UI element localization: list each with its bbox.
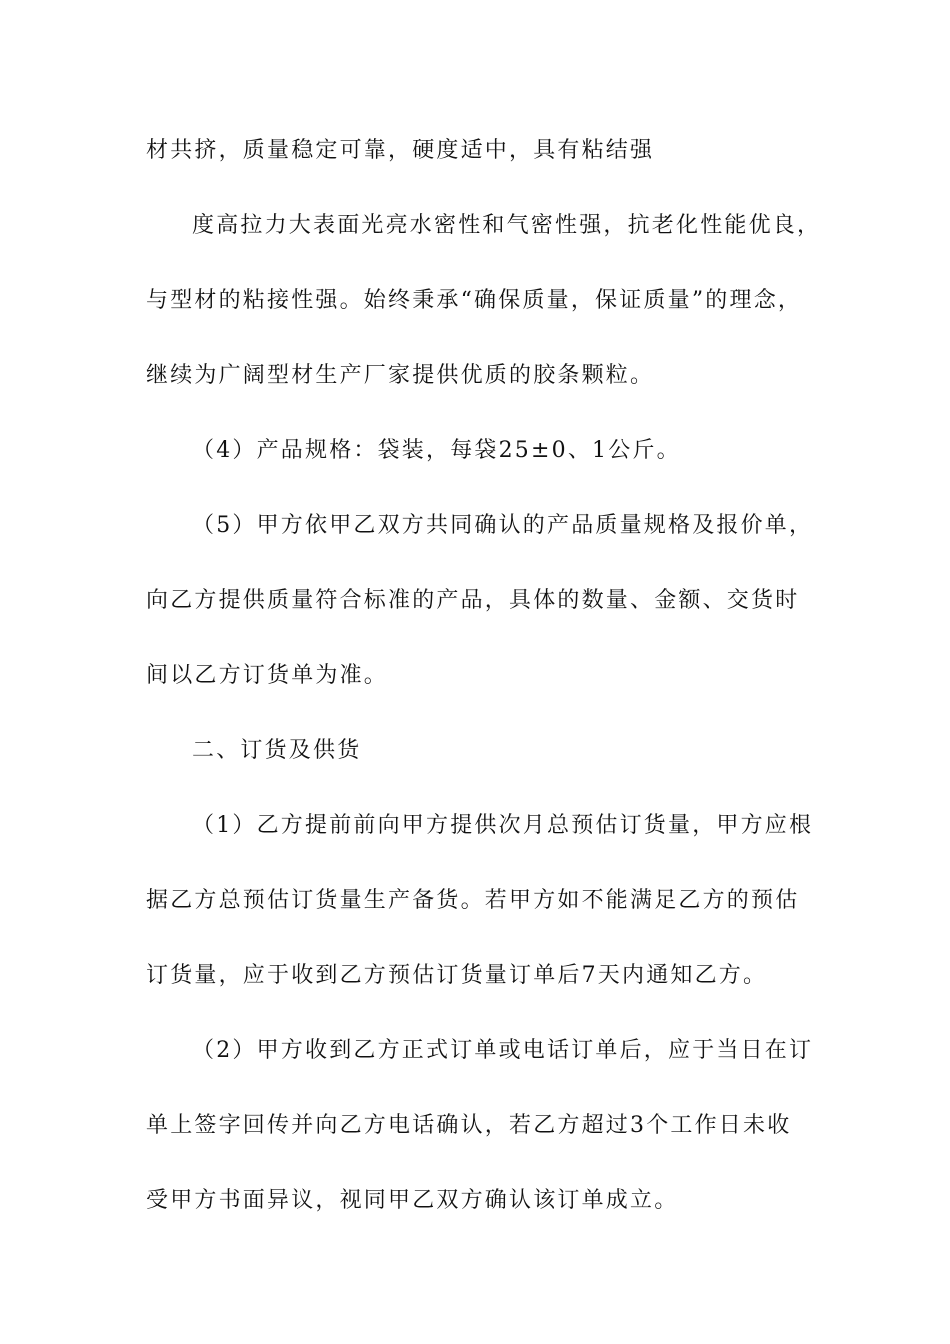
text-line: 订货量，应于收到乙方预估订货量订单后7天内通知乙方。 [146,963,768,988]
text-line: 单上签字回传并向乙方电话确认，若乙方超过3个工作日未收 [146,1113,792,1138]
text-line: （4）产品规格：袋装，每袋25±0、1公斤。 [192,438,681,463]
text-line: （1）乙方提前前向甲方提供次月总预估订货量，甲方应根 [192,813,814,838]
text-line: 度高拉力大表面光亮水密性和气密性强，抗老化性能优良， [192,213,822,238]
text-line: 材共挤，质量稳定可靠，硬度适中，具有粘结强 [146,138,655,163]
text-line: 据乙方总预估订货量生产备货。若甲方如不能满足乙方的预估 [146,888,800,913]
section-heading: 二、订货及供货 [192,738,362,763]
text-line: （5）甲方依甲乙双方共同确认的产品质量规格及报价单， [192,513,814,538]
text-line: 向乙方提供质量符合标准的产品，具体的数量、金额、交货时 [146,588,800,613]
text-line: 与型材的粘接性强。始终秉承“确保质量，保证质量”的理念， [146,288,803,313]
text-line: 继续为广阔型材生产厂家提供优质的胶条颗粒。 [146,363,655,388]
text-line: （2）甲方收到乙方正式订单或电话订单后，应于当日在订 [192,1038,814,1063]
text-line: 间以乙方订货单为准。 [146,663,389,688]
text-line: 受甲方书面异议，视同甲乙双方确认该订单成立。 [146,1188,679,1213]
